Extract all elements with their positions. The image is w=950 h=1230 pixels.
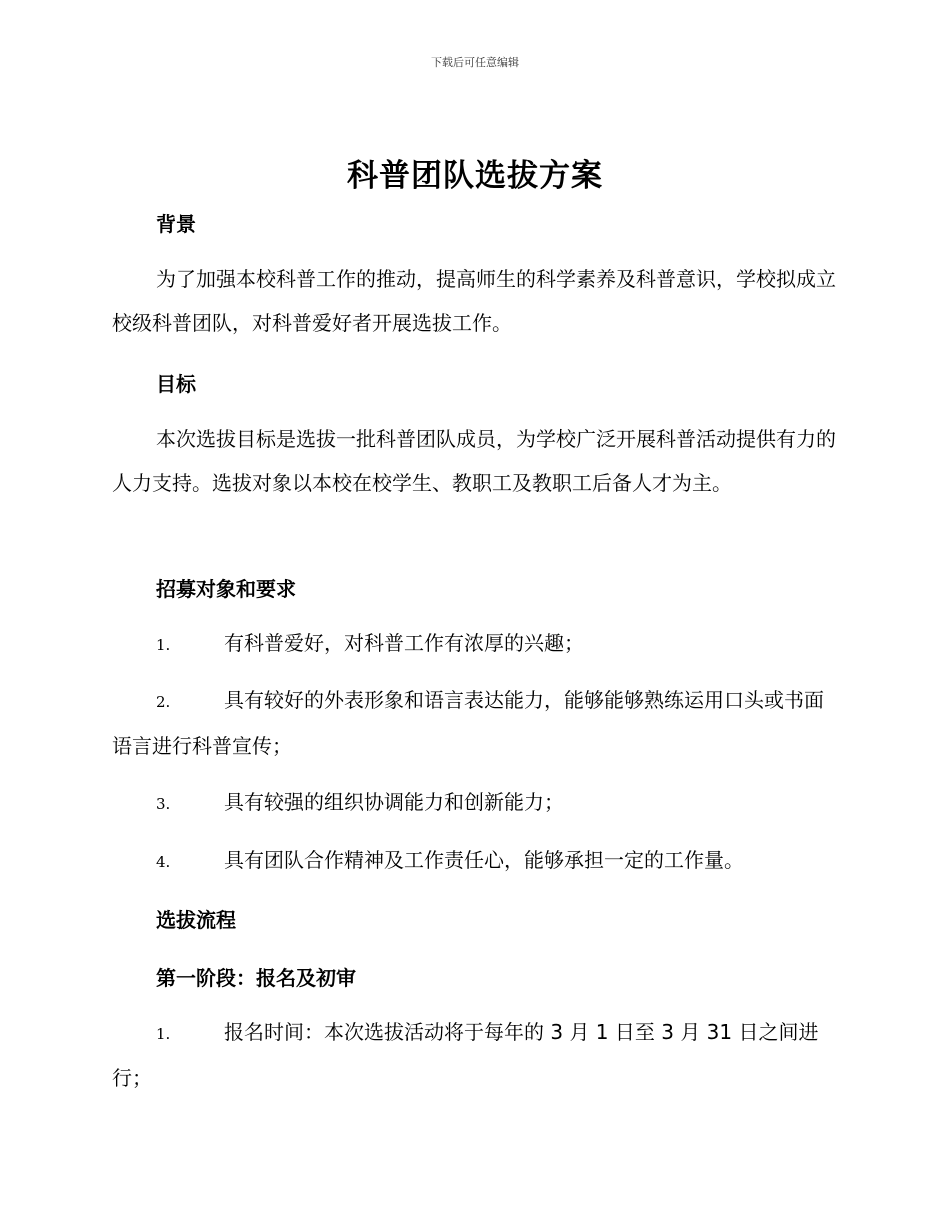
section-heading-background: 背景 [156, 212, 196, 236]
stage1-item-text: 报名时间：本次选拔活动将于每年的 3 月 1 日至 3 月 31 日之间进行； [112, 1020, 819, 1090]
requirement-item [112, 838, 837, 884]
requirement-text: 具有较好的外表形象和语言表达能力，能够能够熟练运用口头或书面语言进行科普宣传； [112, 688, 824, 758]
list-number: 3. [156, 795, 171, 813]
section-heading-goal: 目标 [156, 372, 196, 396]
requirement-item [112, 621, 837, 667]
list-number: 2. [156, 693, 171, 711]
requirement-text: 具有团队合作精神及工作责任心，能够承担一定的工作量。 [224, 848, 744, 872]
stage1-heading: 第一阶段：报名及初审 [156, 966, 356, 990]
list-number: 4. [156, 853, 171, 871]
background-paragraph: 为了加强本校科普工作的推动，提高师生的科学素养及科普意识，学校拟成立校级科普团队，对科普爱好者开展选拔工作。 [112, 267, 836, 335]
section-heading-process: 选拔流程 [156, 908, 236, 932]
list-number: 1. [156, 1025, 171, 1043]
document-title: 科普团队选拔方案 [347, 158, 603, 194]
requirement-item [112, 780, 837, 826]
list-number: 1. [156, 636, 171, 654]
goal-paragraph: 本次选拔目标是选拔一批科普团队成员，为学校广泛开展科普活动提供有力的人力支持。选拔对象以本校在校学生、教职工及教职工后备人才为主。 [112, 427, 836, 495]
section-heading-requirements: 招募对象和要求 [156, 577, 296, 601]
stage1-item [112, 1010, 837, 1100]
requirement-text: 有科普爱好，对科普工作有浓厚的兴趣； [224, 631, 584, 655]
header-note: 下载后可任意编辑 [431, 56, 519, 69]
requirement-item [112, 678, 837, 768]
requirement-text: 具有较强的组织协调能力和创新能力； [224, 790, 564, 814]
